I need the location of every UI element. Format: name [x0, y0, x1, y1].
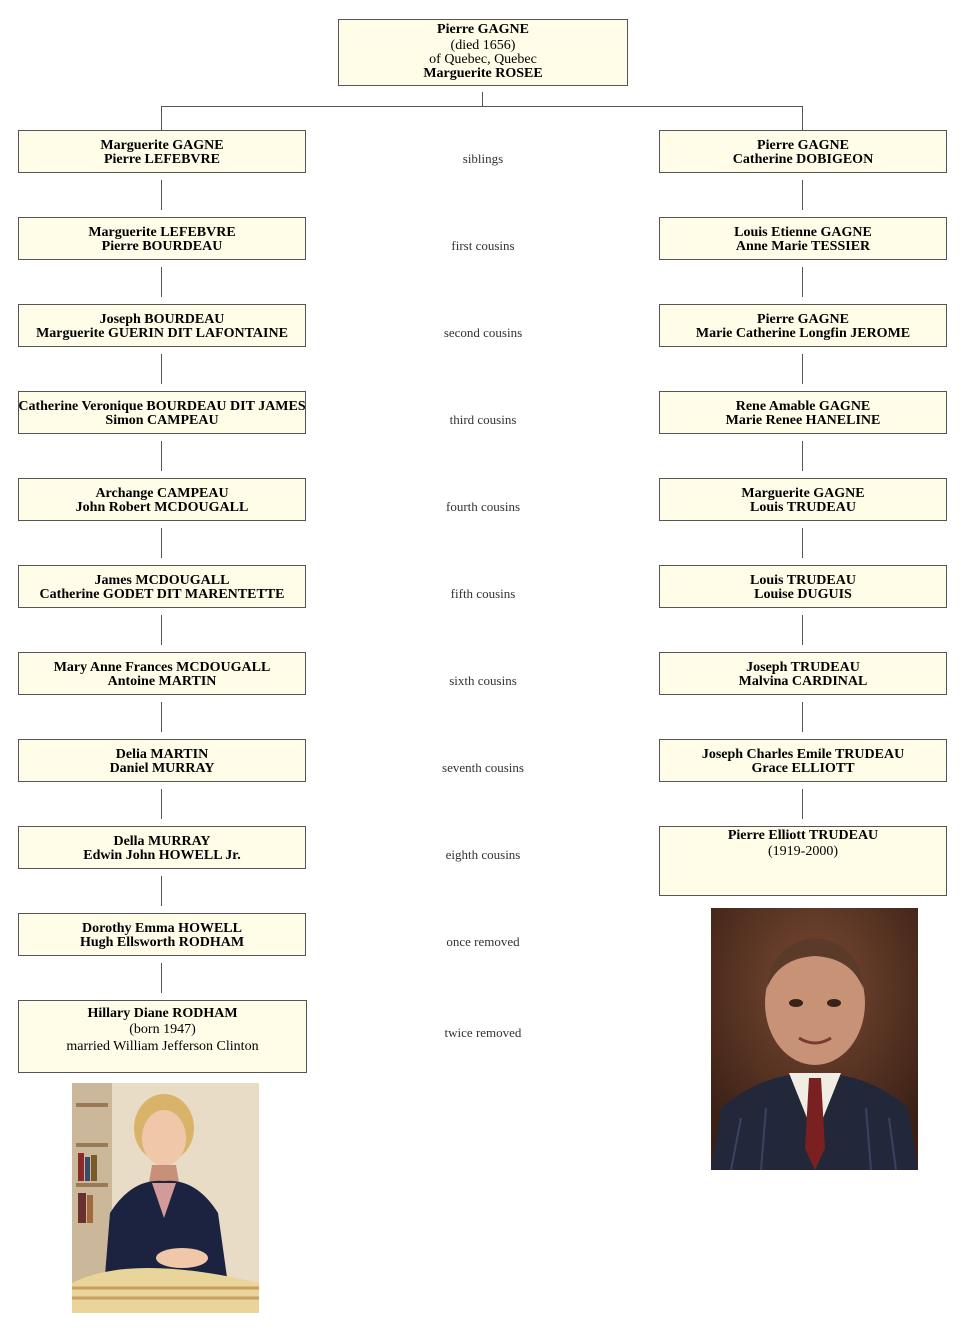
root-spouse: Marguerite ROSEE: [423, 66, 543, 81]
left-connector: [161, 963, 162, 993]
left-descendant-name: James MCDOUGALL: [94, 573, 230, 588]
left-spouse-name: Hugh Ellsworth RODHAM: [79, 935, 245, 950]
hillary-rodham-photo: [72, 1083, 259, 1313]
final-person-dates: (1919-2000): [768, 844, 838, 859]
left-connector: [161, 267, 162, 297]
left-connector: [161, 441, 162, 471]
right-connector: [802, 441, 803, 471]
left-descendant-name: Delia MARTIN: [115, 747, 209, 762]
left-spouse-name: John Robert MCDOUGALL: [75, 500, 249, 515]
right-spouse-name: Louis TRUDEAU: [750, 500, 856, 515]
right-connector: [802, 267, 803, 297]
right-spouse-name: Malvina CARDINAL: [738, 674, 868, 689]
right-connector: [802, 702, 803, 732]
left-spouse-name: Pierre BOURDEAU: [101, 239, 223, 254]
left-spouse-name: Catherine GODET DIT MARENTETTE: [39, 587, 285, 602]
relation-label: first cousins: [451, 238, 515, 253]
right-spouse-name: Louise DUGUIS: [754, 587, 852, 602]
left-spouse-name: Daniel MURRAY: [109, 761, 215, 776]
relation-label: siblings: [462, 151, 504, 166]
right-spouse-name: Marie Catherine Longfin JEROME: [695, 326, 911, 341]
left-couple-box: [18, 478, 306, 521]
root-place: of Quebec, Quebec: [429, 52, 537, 67]
root-died: (died 1656): [450, 38, 516, 53]
left-connector: [161, 615, 162, 645]
right-connector: [802, 354, 803, 384]
left-connector: [161, 876, 162, 906]
right-spouse-name: Catherine DOBIGEON: [732, 152, 874, 167]
left-descendant-name: Marguerite GAGNE: [100, 138, 224, 153]
left-spouse-name: Antoine MARTIN: [107, 674, 217, 689]
right-connector: [802, 528, 803, 558]
root-ancestor-box: [338, 19, 628, 86]
right-spouse-name: Grace ELLIOTT: [751, 761, 855, 776]
left-couple-box: [18, 130, 306, 173]
right-descendant-name: Joseph Charles Emile TRUDEAU: [701, 747, 905, 762]
right-connector: [802, 180, 803, 210]
left-spouse-name: Edwin John HOWELL Jr.: [83, 848, 241, 863]
left-couple-box: [18, 1000, 307, 1073]
left-descendant-name: Marguerite LEFEBVRE: [88, 225, 236, 240]
final-person-name: Pierre Elliott TRUDEAU: [727, 828, 879, 843]
right-couple-box: [659, 739, 947, 782]
root-name: Pierre GAGNE: [437, 22, 529, 37]
right-spouse-name: Marie Renee HANELINE: [725, 413, 881, 428]
right-connector: [802, 615, 803, 645]
right-couple-box: [659, 826, 947, 896]
pierre-trudeau-photo: [711, 908, 918, 1170]
right-couple-box: [659, 652, 947, 695]
right-descendant-name: Pierre GAGNE: [757, 312, 849, 327]
relation-label: once removed: [446, 934, 520, 949]
right-descendant-name: Louis TRUDEAU: [750, 573, 856, 588]
right-descendant-name: Joseph TRUDEAU: [746, 660, 860, 675]
right-couple-box: [659, 130, 947, 173]
left-spouse-name: Marguerite GUERIN DIT LAFONTAINE: [36, 326, 288, 341]
relation-label: second cousins: [443, 325, 523, 340]
left-couple-box: [18, 304, 306, 347]
left-descendant-name: Catherine Veronique BOURDEAU DIT JAMES: [18, 399, 306, 414]
relation-label: seventh cousins: [442, 760, 524, 775]
root-connector: [482, 92, 483, 107]
relation-label: twice removed: [444, 1025, 522, 1040]
left-couple-box: [18, 739, 306, 782]
relation-label: fourth cousins: [445, 499, 521, 514]
right-branch-connector: [802, 106, 803, 130]
left-spouse-name: Pierre LEFEBVRE: [103, 152, 220, 167]
right-descendant-name: Marguerite GAGNE: [741, 486, 865, 501]
left-connector: [161, 702, 162, 732]
right-couple-box: [659, 217, 947, 260]
final-person-dates: (born 1947): [129, 1022, 196, 1037]
left-branch-connector: [161, 106, 162, 130]
right-descendant-name: Pierre GAGNE: [757, 138, 849, 153]
left-couple-box: [18, 652, 306, 695]
right-couple-box: [659, 391, 947, 434]
left-descendant-name: Della MURRAY: [113, 834, 211, 849]
right-descendant-name: Louis Etienne GAGNE: [734, 225, 872, 240]
left-descendant-name: Mary Anne Frances MCDOUGALL: [53, 660, 271, 675]
left-descendant-name: Dorothy Emma HOWELL: [82, 921, 242, 936]
left-descendant-name: Joseph BOURDEAU: [99, 312, 225, 327]
left-descendant-name: Archange CAMPEAU: [95, 486, 229, 501]
left-connector: [161, 528, 162, 558]
branch-connector: [161, 106, 802, 107]
right-couple-box: [659, 304, 947, 347]
left-spouse-name: Simon CAMPEAU: [105, 413, 219, 428]
relation-label: fifth cousins: [450, 586, 516, 601]
left-connector: [161, 354, 162, 384]
relation-label: eighth cousins: [445, 847, 521, 862]
final-person-name: Hillary Diane RODHAM: [87, 1006, 238, 1021]
left-connector: [161, 789, 162, 819]
left-couple-box: [18, 217, 306, 260]
left-couple-box: [18, 826, 306, 869]
right-connector: [802, 789, 803, 819]
left-couple-box: [18, 913, 306, 956]
relation-label: third cousins: [449, 412, 517, 427]
right-spouse-name: Anne Marie TESSIER: [735, 239, 871, 254]
left-couple-box: [18, 391, 306, 434]
left-connector: [161, 180, 162, 210]
right-descendant-name: Rene Amable GAGNE: [735, 399, 871, 414]
left-couple-box: [18, 565, 306, 608]
final-person-note: married William Jefferson Clinton: [66, 1039, 259, 1054]
relation-label: sixth cousins: [449, 673, 517, 688]
right-couple-box: [659, 478, 947, 521]
right-couple-box: [659, 565, 947, 608]
